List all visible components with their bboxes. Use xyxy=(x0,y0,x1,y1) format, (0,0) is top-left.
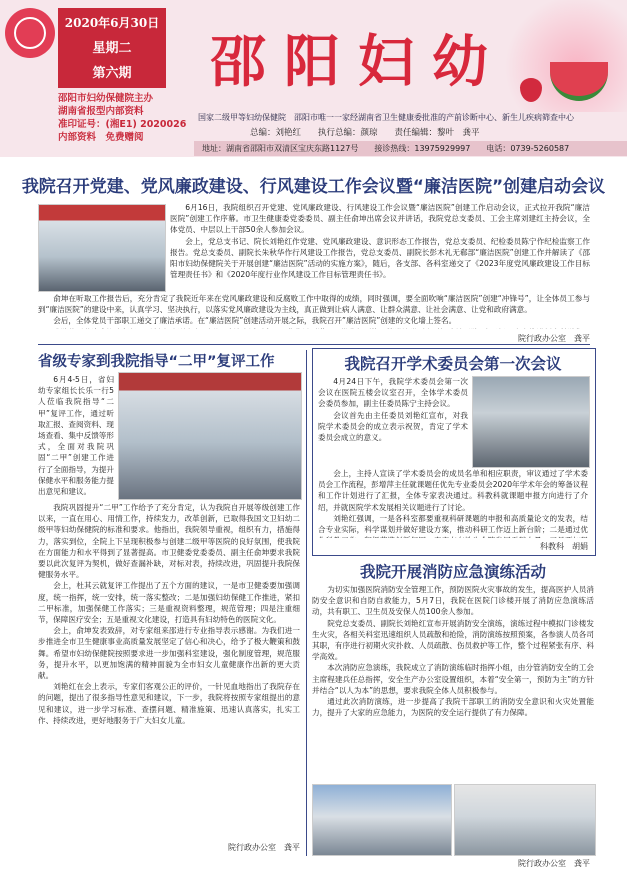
article2-paragraph: 刘艳红在会上表示，专家们客观公正的评价，一针见血地指出了我院存在的问题，提出了很多指导性意见和建议，下一步，我院将按照专家组提出的意见和建议，进一步学习标准、查摆问题、精准施策、迅速认真落实，扎实工作、持续改进，更好地服务于广大妇女儿童。 xyxy=(38,682,300,725)
article3-paragraph: 刘艳红强调，一是各科室都要重视科研课题的申报和高质量论文的发表，结合专业实际，科学谋划并做好建设方案，推动科研工作迈上新台阶；二是通过优 xyxy=(318,513,588,535)
article2-signature: 院行政办公室 龚平 xyxy=(228,843,300,852)
publication-type: 湖南省报型内部资料 xyxy=(58,106,144,117)
publisher-info xyxy=(58,92,198,144)
article1-paragraph xyxy=(38,327,590,329)
article1-paragraph: 6月16日，我院组织召开党建、党风廉政建设、行风建设工作会议暨“廉洁医院”创建工作启动会议，正式拉开我院“廉洁医院”创建工作序幕。市卫生健康委党委委员、副主任俞坤出席会议并讲话，我院党总支委员、工会主席刘建红主持会议，全体党员、中层以上干部50余人参加会议。 xyxy=(170,203,590,235)
article3-title: 我院召开学术委员会第一次会议 xyxy=(344,355,562,373)
article3-body-side xyxy=(318,376,468,466)
article3-photo xyxy=(472,376,590,468)
article4-paragraph: 本次消防应急演练，我院成立了消防演练临时指挥小组，由分管消防安全的工会主席程建兵任总指挥，安全生产办公室设置组织，本着“安全第一，预防为主”的方针并结合“以人为本”的思想，要求我院全体人员积极参与。 xyxy=(312,663,594,695)
article4-photo-right xyxy=(454,784,596,856)
article4-signature: 院行政办公室 龚平 xyxy=(518,859,590,868)
hospital-logo xyxy=(5,8,55,58)
article2-photo xyxy=(118,372,302,500)
article4-paragraph: 为切实加强医院消防安全管理工作，预防医院火灾事故的发生，提高医护人员消防安全意识和自防自救能力，5月7日，我院在医院门诊楼开展了消防应急演练活动，共有职工、卫生员及安保人员100余人参加。 xyxy=(312,585,594,617)
article1-paragraph: 会上，党总支书记、院长刘艳红作党建、党风廉政建设、意识形态工作报告，党总支委员、纪检委员陈宁作纪检监察工作报告。党总支委员、副院长朱秋华作行风建设工作报告，党总支委员、副院长彭木礼无郗部“廉洁医院”创建工作并解读了《邵阳市妇幼保健院关于开展创建“廉洁医院”活动的实施方案》，随后，各支部、各科室递交了《2023年度党风廉政建设工作目标管理责任书》和《2020年度行业作风建设工作目标管理责任书》。 xyxy=(170,236,590,280)
issue-date: 2020年6月30日 xyxy=(64,16,160,30)
article3-paragraph: 会议首先由主任委员刘艳红宣布，对我院学术委员会的成立表示祝贺，肯定了学术委员会成立的意义。 xyxy=(318,410,468,443)
article2-paragraph: 我院巩固提升“二甲”工作给予了充分肯定，认为我院自开展等级创建工作以来，一直在用心、用情工作，持续发力，改革创新，已取得我国文卫妇幼二级甲等妇幼保健院的标准和要求。他指出，我院领导重视，组织有力，措施得力，落实到位，全院上下呈现积极参与创建二级甲等医院的良好氛围，使我院在方面能力和水平得到了显著提高。市卫健委党委委员、副主任俞坤要求我院要以此次复评为契机，做好查漏补缺，对标对表，持续改进，巩固提升我院保健服务水平。 xyxy=(38,503,300,580)
permit-number: 准印证号：(湘E1) 2020026 xyxy=(58,119,187,130)
section-divider xyxy=(38,344,590,345)
address-bar: 地址：湖南省邵阳市双清区宝庆东路1127号 接诊热线：13975929997 电话：0739-5260587 xyxy=(194,141,627,156)
issue-number: 第六期 xyxy=(92,66,132,81)
article4-photo-left xyxy=(312,784,452,856)
article2-paragraph: 会上，杜其云就复评工作提出了五个方面的建议，一是市卫健委要加强调度，统一指挥，统一安排，统一落实整改；二是加强妇幼保健工作推进，紧扣二甲标准，加强保健工作落实；三是重视资料整理，规范管理；四是注重细节，保障医疗安全；五是重视文化建设，打造具有妇幼特色的医院文化。 xyxy=(38,581,300,625)
article4-title: 我院开展消防应急演练活动 xyxy=(359,563,546,581)
article1-signature: 院行政办公室 龚平 xyxy=(518,334,590,343)
article3-paragraph: 会上，主持人宣读了学术委员会的成员名单和相应职责，审议通过了学术委员会工作流程，彭增萍主任就课题任优先专业委员会2020年学术年会的筹备议程和工作计划进行了汇报，全体专家表决通过。科教科就课题申报方向进行了介绍，并就医院学术发展相关议题进行了讨论。 xyxy=(318,469,588,512)
editorial-staff: 总编：刘艳红 执行总编：颜琼 责任编辑：黎叶 龚平 xyxy=(250,128,480,138)
article1-paragraph: 会后，全体党员干部职工递交了廉洁承诺。在“廉洁医院”创建活动开展之际，我院召开”廉洁医院”创建的文化墙上签名。 xyxy=(53,316,457,326)
article4-body xyxy=(312,584,594,780)
article2-paragraph: 会上，俞坤发表致辞，对专家组来邵进行专业指导表示感谢。为我们进一步推进全市卫生健康事业高质量发展坚定了信心和决心，给予了极大鞭策和鼓舞。希望市妇幼保健院按照要求进一步加强科室建设，强化制度管理，规范服务，提升水平，以更加饱满的精神面貌为全市妇女儿童健康作出新的更大贡献。 xyxy=(38,626,300,681)
issue-weekday: 星期二 xyxy=(92,41,132,56)
article1-paragraph: 俞坤在听取工作报告后，充分肯定了我院近年来在党风廉政建设和反腐败工作中取得的成绩，同时强调，要全面吹响“廉洁医院”创建“冲锋号”，让全体员工参与到“廉洁医院”的建设中来，认真学习、坚决执行，以落实党风廉政建设为主线，真正做到让病人满意、让群众满意、让社会满意、让党和政府满意。 xyxy=(38,294,590,315)
free-notice: 内部资料 免费赠阅 xyxy=(58,132,144,143)
article2-body-side xyxy=(38,374,114,500)
article1-title: 我院召开党建、党风廉政建设、行风建设工作会议暨“廉洁医院”创建启动会议 xyxy=(21,177,606,197)
article1-photo xyxy=(38,204,166,292)
hospital-tagline: 国家二级甲等妇幼保健院 邵阳市唯一一家经湖南省卫生健康委批准的产前诊断中心、新生儿疾病筛查中心 xyxy=(198,113,574,122)
article2-title: 省级专家到我院指导“二甲”复评工作 xyxy=(38,354,275,370)
article2-body xyxy=(38,502,300,838)
article1-body-bottom xyxy=(38,293,590,329)
article3-paragraph: 4月24日下午，我院学术委员会第一次会议在医院五楼会议室召开，全体学术委员会委员参加，副主任委员陈宁主持会议。 xyxy=(318,377,468,409)
article3-signature: 科教科 胡娟 xyxy=(540,542,588,551)
date-box xyxy=(58,8,166,88)
sponsor-line: 邵阳市妇幼保健院主办 xyxy=(58,93,154,104)
column-divider xyxy=(306,350,307,856)
article3-body xyxy=(318,468,588,538)
logo-ring xyxy=(14,17,46,49)
article4-paragraph: 院党总支委员、副院长刘艳红宣布开展消防安全演练，演练过程中模拟门诊楼发生火灾，各相关科室迅速组织人员疏散和抢险，消防演练按照预案，各参演人员各司其职，有序进行初期火灾扑救、人员疏散、伤员救护等工作，整个过程紧张有序、科学高效。 xyxy=(312,618,594,662)
article1-body-top xyxy=(170,202,590,280)
article4-paragraph: 通过此次消防演练，进一步提高了我院干部职工的消防安全意识和火灾处置能力，提升了大家的应急能力，为医院的安全运行提供了有力保障。 xyxy=(312,697,594,718)
article2-paragraph: 6月4-5日，省妇幼专家组长长乐一行5人莅临我院指导“二甲”复评工作，通过听取汇报、查阅资料、现场查看、集中反馈等形式，全面对我院巩固“二甲”创建工作进行了全面指导，为提升保健水平和服务能力提出意见和建议。 xyxy=(38,375,114,497)
newspaper-title: 邵阳妇幼 xyxy=(210,29,506,95)
